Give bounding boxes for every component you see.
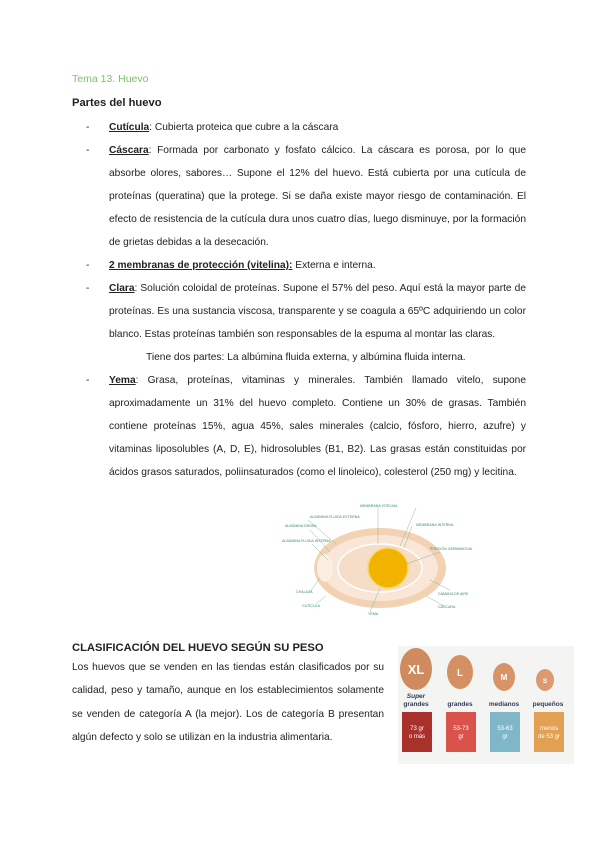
size-code-xl: XL	[407, 662, 425, 677]
parts-list	[86, 116, 526, 484]
list-item: - Cáscara: Formada por carbonato y fosfato cálcico. La cáscara es porosa, por lo que absorbe olores, sabores… Supone el 12% del huevo. Está cubierta por una cutícula de proteínas (queratina) que la protege. Si se daña existe mayor riesgo de contaminación. El efecto de resistencia de la cutícula dura unos cuatro días, luego disminuye, por la formación de grietas debidas a la desecación.	[86, 145, 526, 248]
term-clara: Clara	[109, 283, 135, 294]
weight-m-1: 53-63	[497, 726, 513, 732]
size-code-s: S	[542, 678, 548, 685]
label-albumina-densa: ALBÚMINA DENSA	[285, 524, 317, 528]
topic-title: Tema 13. Huevo	[72, 73, 149, 85]
term-yema: Yema	[109, 375, 136, 386]
flag-m	[490, 712, 520, 752]
weight-xl-2: o más	[408, 734, 426, 740]
egg-diagram	[280, 500, 476, 616]
list-item: - Yema: Grasa, proteínas, vitaminas y minerales. También llamado vitelo, supone aproximadamente un 31% del huevo completo. Contiene un 30% de grasas. También contiene proteínas 15%, agua 45%, sales minerales (calcio, fósforo, hierro, azufre) y vitaminas liposolubles (A, D, E), hidrosolubles (B1, B2). Las grasas están constituidas por ácidos grasos saturados, poliinsaturados (como el linoleico), colesterol (250 mg) y lecitina.	[86, 375, 526, 478]
label-cuticula: CUTÍCULA	[302, 604, 320, 608]
size-code-l: L	[456, 668, 464, 679]
size-name-s: pequeños	[532, 701, 564, 708]
weight-xl-1: 73 gr	[410, 726, 424, 732]
label-cascara: CÁSCARA	[438, 605, 456, 609]
term-membranas: 2 membranas de protección (vitelina):	[109, 260, 293, 271]
item-text: : Solución coloidal de proteínas. Supone el 57% del peso. Aquí está la mayor parte de proteínas. Es una sustancia viscosa, transparente y se coagula a 65ºC adquiriendo un color blanco. Estas proteínas también son responsables de la espuma al montar las claras.	[109, 283, 526, 340]
weight-m-2: gr	[502, 734, 508, 740]
label-albumina-fluida-externa: ALBÚMINA FLUIDA EXTERNA	[310, 515, 360, 519]
clara-note: Tiene dos partes: La albúmina fluida externa, y albúmina fluida interna.	[146, 352, 466, 363]
weight-l-2: gr	[458, 734, 464, 740]
classification-text: Los huevos que se venden en las tiendas están clasificados por su calidad, peso y tamaño, aunque en los establecimientos solamente se venden de categoría A (la mejor). Los de categoría B presentan algún defecto y solo se utilizan en la industria alimentaria.	[72, 662, 384, 743]
size-name-xl-2: grandes	[403, 701, 429, 708]
item-text: : Grasa, proteínas, vitaminas y minerales. También llamado vitelo, supone aproximadamente un 31% del huevo completo. Contiene un 30% de grasas. También contiene proteínas 15%, agua 45%, sales minerales (calcio, fósforo, hierro, azufre) y vitaminas liposolubles (A, D, E), hidrosolubles (B1, B2). Las grasas están constituidas por ácidos grasos saturados, poliinsaturados (como el linoleico), colesterol (250 mg) y lecitina.	[109, 375, 526, 478]
size-code-m: M	[500, 673, 508, 682]
label-yema: YEMA	[368, 612, 379, 616]
list-item: - Cutícula: Cubierta proteica que cubre a la cáscara	[86, 122, 339, 133]
label-albumina-fluida-interna: ALBÚMINA FLUIDA INTERNA	[282, 539, 331, 543]
label-camara-aire: CÁMARA DE AIRE	[438, 592, 469, 596]
list-item: - Clara: Solución coloidal de proteínas. Supone el 57% del peso. Aquí está la mayor parte de proteínas. Es una sustancia viscosa, transparente y se coagula a 65ºC adquiriendo un color blanco. Estas proteínas también son responsables de la espuma al montar las claras.	[86, 283, 526, 340]
air-cell	[317, 554, 333, 582]
flag-xl	[402, 712, 432, 752]
section-heading: Partes del huevo	[72, 97, 162, 109]
item-text: : Cubierta proteica que cubre a la cáscara	[149, 122, 339, 133]
item-text: Externa e interna.	[292, 260, 376, 271]
term-cuticula: Cutícula	[109, 122, 150, 133]
label-membrana-interna: MEMBRANA INTERNA	[416, 523, 454, 527]
weight-s-1: menos	[539, 726, 559, 732]
term-cascara: Cáscara	[109, 145, 149, 156]
item-text: : Formada por carbonato y fosfato cálcico. La cáscara es porosa, por lo que absorbe olores, sabores… Supone el 12% del huevo. Está cubierta por una cutícula de proteínas (queratina) que la protege. Si se daña existe mayor riesgo de contaminación. El efecto de resistencia de la cutícula dura unos cuatro días, luego disminuye, por la formación de grietas debidas a la desecación.	[109, 145, 526, 248]
list-item: - 2 membranas de protección (vitelina): Externa e interna.	[86, 260, 376, 271]
weight-l-1: 53-73	[453, 726, 469, 732]
label-membrana-vitelina: MEMBRANA VITELINA	[360, 504, 398, 508]
label-chalaza: CHALAZA	[296, 590, 313, 594]
label-porcion-germinativa: PORCIÓN GERMINATIVA	[430, 547, 472, 551]
size-name-m: medianos	[488, 701, 520, 708]
flag-s	[534, 712, 564, 752]
classification-title: CLASIFICACIÓN DEL HUEVO SEGÚN SU PESO	[72, 642, 324, 654]
egg-size-chart	[398, 646, 574, 764]
weight-s-2: de 53 gr	[537, 734, 561, 740]
size-name-l: grandes	[447, 701, 473, 708]
size-name-xl-1: Super	[406, 693, 426, 700]
flag-l	[446, 712, 476, 752]
